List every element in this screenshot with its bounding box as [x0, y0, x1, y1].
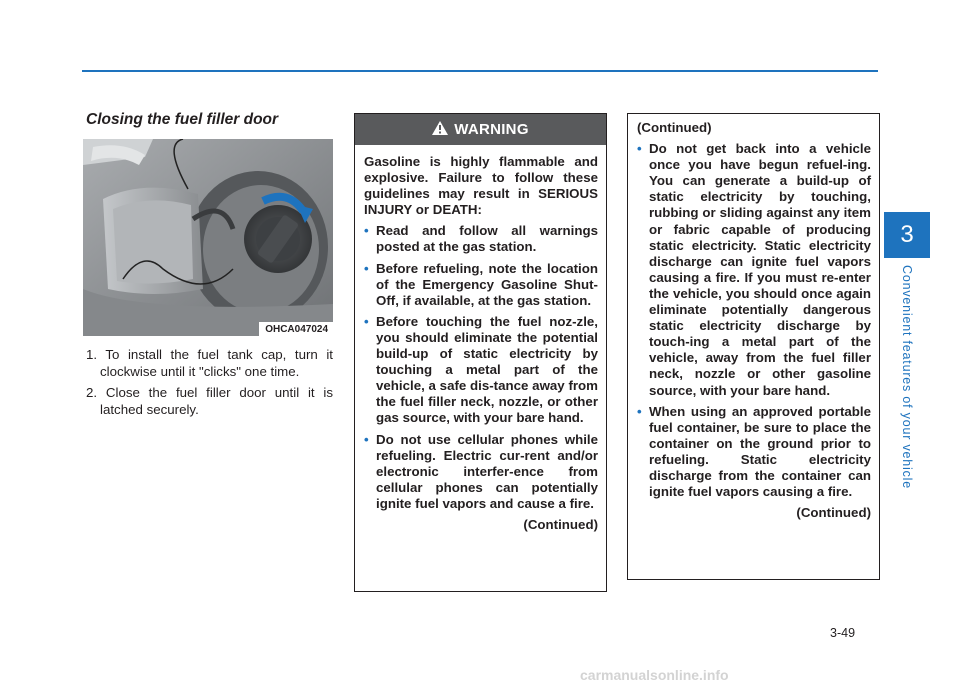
list-item: • Before refueling, note the location of the Emergency Gasoline Shut-Off, if available, at the gas station. [364, 260, 598, 308]
continuation-bullets [637, 141, 871, 500]
list-item: • Do not get back into a vehicle once you have begun refuel-ing. You can generate a build-up of static electricity by touching, rubbing or sliding against any item or fabric capable of producing static electricity. Static electricity discharge can ignite fuel vapors causing a fire. If you must re-enter the vehicle, you should once again eliminate potentially dangerous static electricity discharge by touch-ing a metal part of the vehicle, away from the fuel filler neck, nozzle or other gasoline source, with your bare hand. [637, 141, 871, 398]
bullet-icon: • [364, 260, 369, 276]
warning-header [355, 114, 606, 145]
bullet-icon: • [364, 223, 369, 239]
steps-list [86, 346, 333, 422]
bullet-icon: • [637, 403, 642, 419]
warning-title: WARNING [454, 121, 529, 138]
chapter-number-tab: 3 [884, 212, 930, 258]
section-title: Closing the fuel filler door [86, 111, 279, 128]
fuel-cap-illustration [83, 139, 333, 336]
list-item: • When using an approved portable fuel container, be sure to place the container on the ground prior to refueling. Static electricity discharge from the container can ignite fuel vapors causing a fire. [637, 403, 871, 500]
list-item: • Do not use cellular phones while refueling. Electric cur-rent and/or electronic interfer-ence from cellular phones can potentially ignite fuel vapors and cause a fire. [364, 431, 598, 511]
warning-bullets [364, 223, 598, 512]
figure-caption: OHCA047024 [259, 322, 333, 336]
bullet-icon: • [637, 141, 642, 157]
fuel-door-figure [83, 139, 333, 336]
continued-label: (Continued) [523, 516, 598, 532]
continuation-body [628, 114, 879, 521]
list-item: • Before touching the fuel noz-zle, you should eliminate the potential build-up of static electricity by touching a metal part of the vehicle, a safe dis-tance away from the fuel filler neck, nozzle, or other gas source, with your bare hand. [364, 313, 598, 426]
continuation-box [627, 113, 880, 580]
bullet-icon: • [364, 431, 369, 447]
warning-triangle-icon [432, 121, 448, 139]
chapter-label: Convenient features of your vehicle [900, 265, 914, 489]
step-1: 1. To install the fuel tank cap, turn it clockwise until it "clicks" one time. [86, 347, 333, 379]
list-item: • Read and follow all warnings posted at the gas station. [364, 223, 598, 255]
continuation-header: (Continued) [637, 120, 712, 135]
warning-intro: Gasoline is highly flammable and explosive. Failure to follow these guidelines may result in SERIOUS INJURY or DEATH: [364, 154, 598, 218]
watermark: carmanualsonline.info [580, 667, 729, 683]
bullet-icon: • [364, 313, 369, 329]
step-2: 2. Close the fuel filler door until it is latched securely. [86, 385, 333, 417]
page-number: 3-49 [830, 626, 856, 640]
top-rule [82, 70, 878, 72]
continued-label: (Continued) [796, 505, 871, 521]
warning-box [354, 113, 607, 592]
warning-body [355, 145, 606, 533]
